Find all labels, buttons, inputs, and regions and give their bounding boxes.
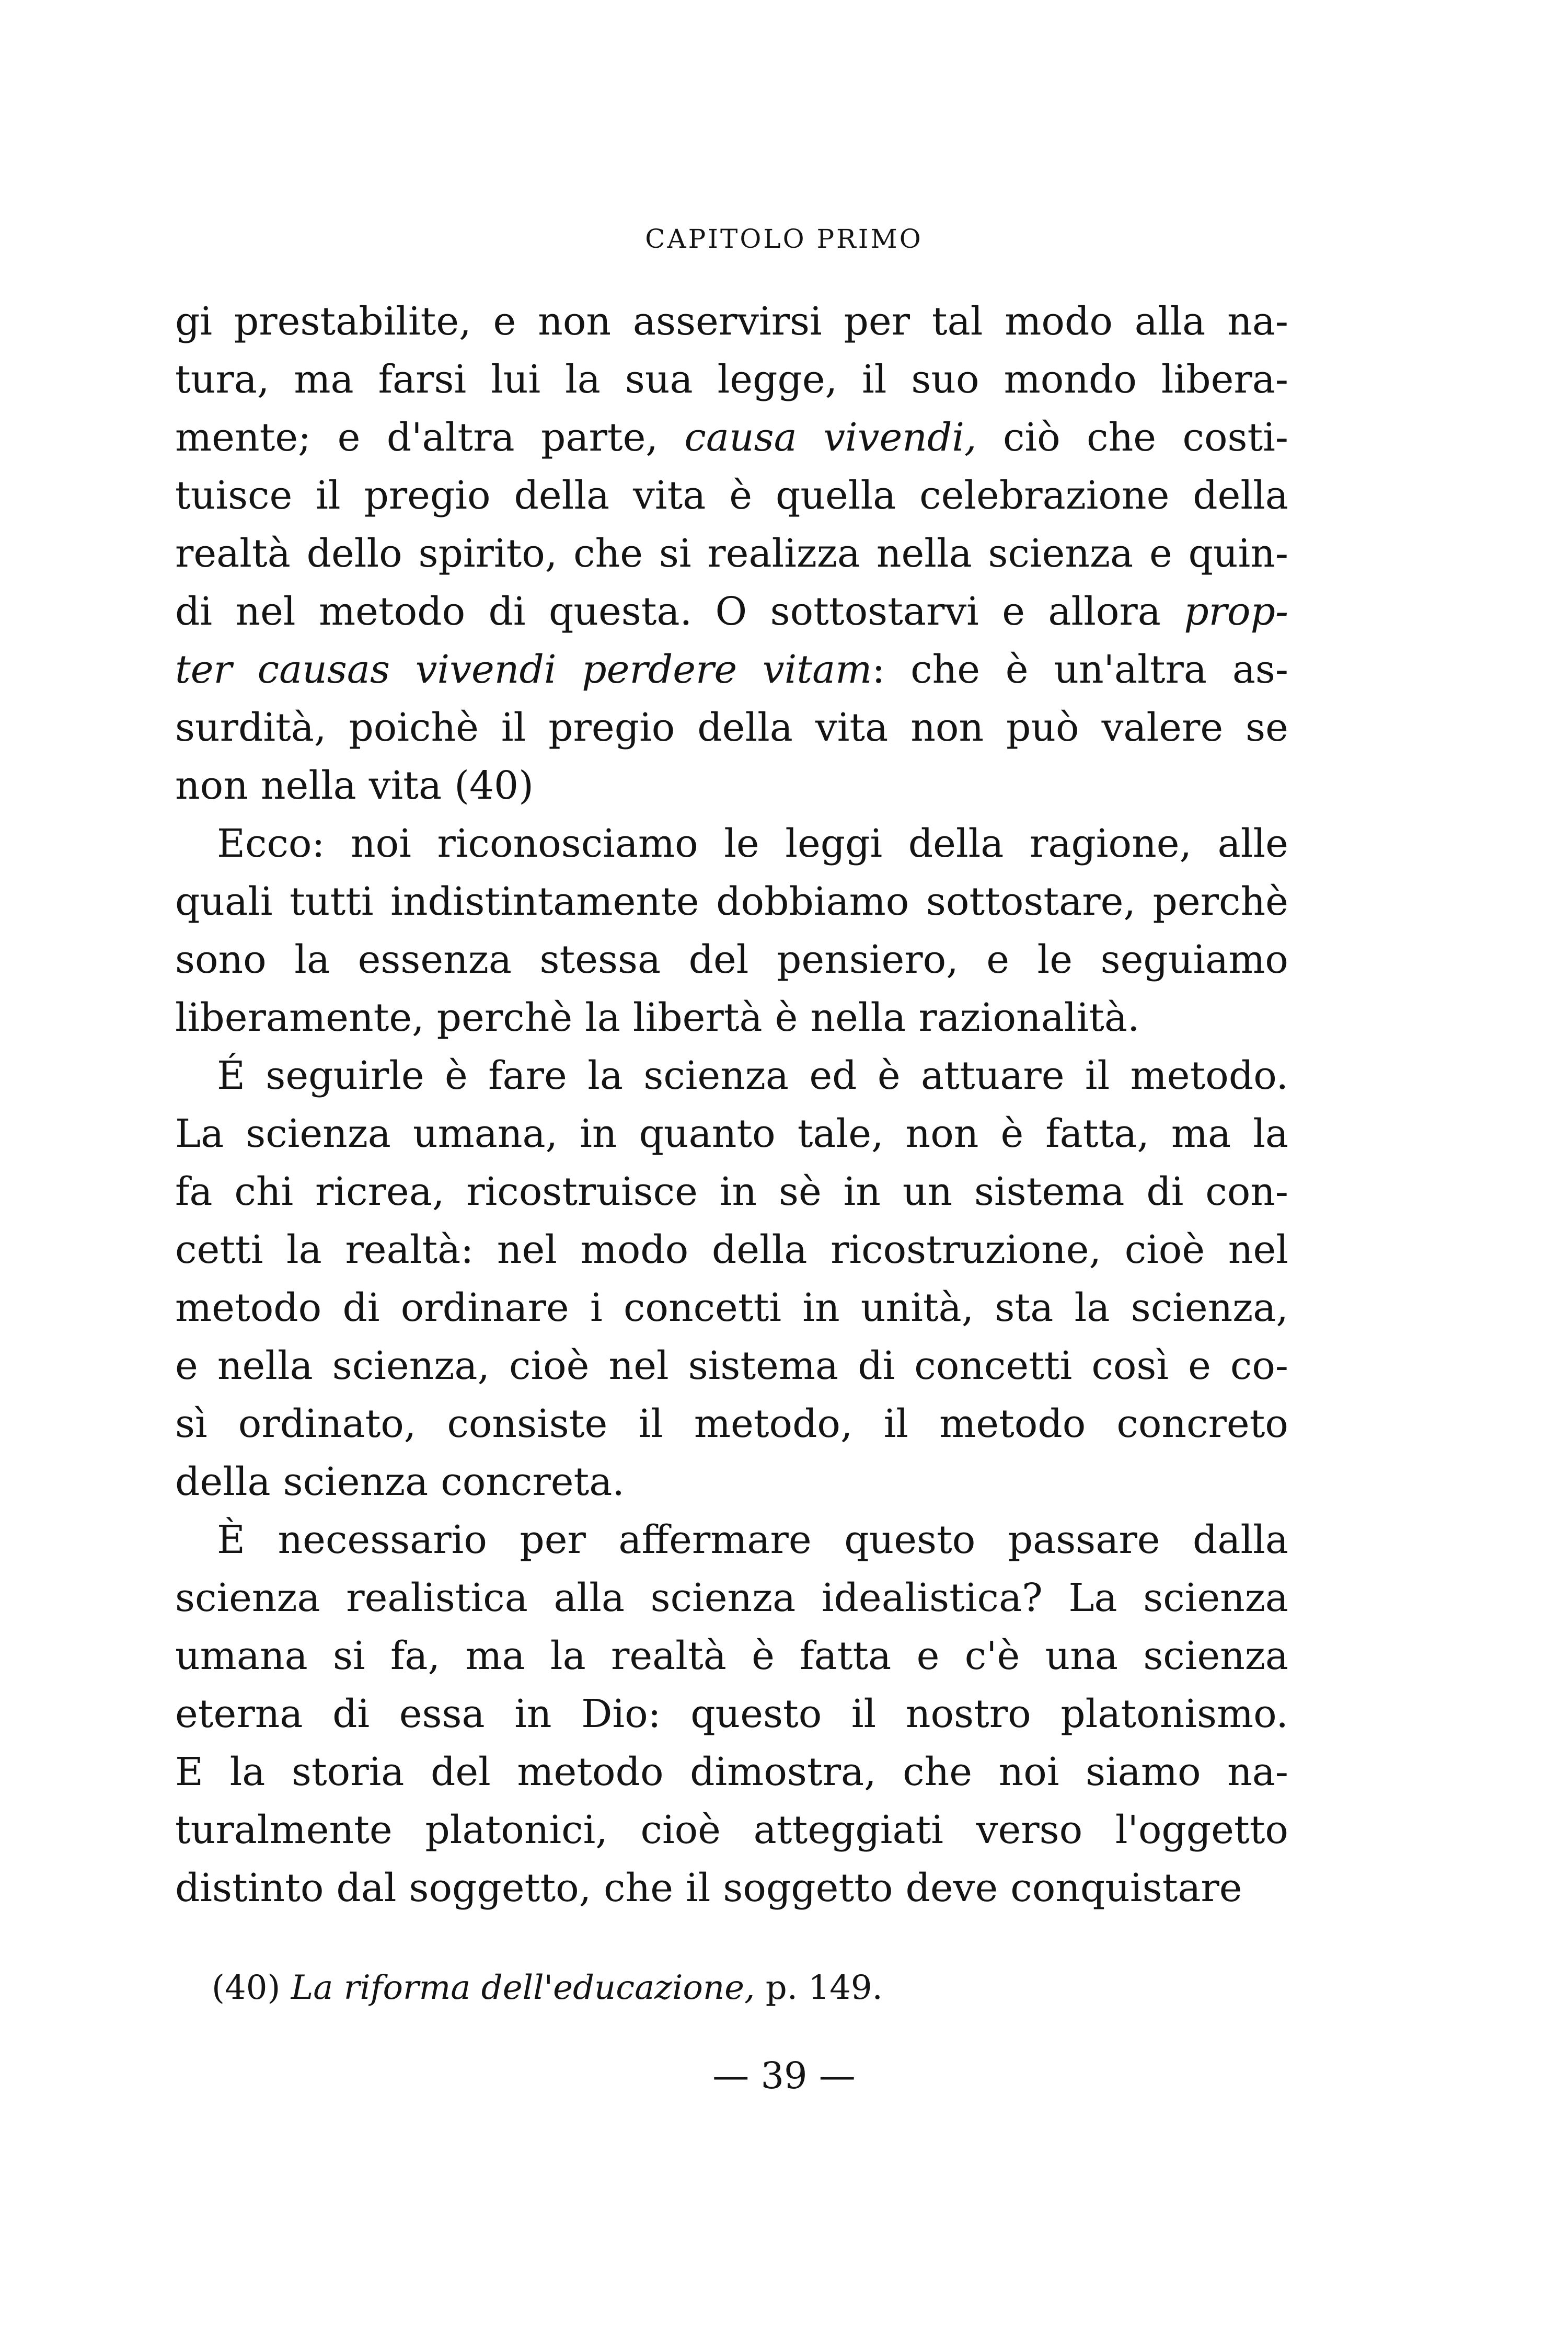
text-line: Ecco: noi riconosciamo le leggi della ragione, alle [217,821,1288,866]
text-line: surdità, poichè il pregio della vita non può valere se [175,705,1288,750]
footnote-title: La riforma dell'educazione, [291,1969,755,2007]
text-line: ter causas vivendi perdere vitam: che è un'altra as- [175,647,1288,692]
text-line: mente; e d'altra parte, causa vivendi, ciò che costi- [175,415,1288,460]
text-line: realtà dello spirito, che si realizza nella scienza e quin- [175,531,1288,576]
body-text [175,293,1288,1917]
paragraph [175,1047,1288,1511]
text-line: gi prestabilite, e non asservirsi per tal modo alla na- [175,299,1288,344]
text-line: sono la essenza stessa del pensiero, e le seguiamo [175,937,1288,982]
text-line: distinto dal soggetto, che il soggetto deve conquistare [175,1866,1242,1910]
page-number: — 39 — [712,2054,856,2097]
text-line: e nella scienza, cioè nel sistema di concetti così e co- [175,1343,1288,1388]
text-line: tura, ma farsi lui la sua legge, il suo mondo libera- [175,357,1288,402]
text-line: turalmente platonici, cioè atteggiati verso l'oggetto [175,1808,1288,1852]
footnote-number: (40) [212,1969,281,2007]
text-line: liberamente, perchè la libertà è nella razionalità. [175,995,1140,1040]
text-line: scienza realistica alla scienza idealistica? La scienza [175,1575,1288,1620]
paragraph [175,293,1288,815]
paragraph [175,1511,1288,1917]
text-line: sì ordinato, consiste il metodo, il metodo concreto [175,1401,1288,1446]
paragraph [175,815,1288,1047]
text-line: della scienza concreta. [175,1459,625,1504]
text-line: non nella vita (40) [175,763,534,808]
text-line: metodo di ordinare i concetti in unità, sta la scienza, [175,1285,1288,1330]
text-line: É seguirle è fare la scienza ed è attuare il metodo. [217,1053,1288,1098]
text-line: umana si fa, ma la realtà è fatta e c'è una scienza [175,1633,1288,1678]
running-head: CAPITOLO PRIMO [645,224,923,254]
text-line: quali tutti indistintamente dobbiamo sottostare, perchè [175,879,1288,924]
text-line: eterna di essa in Dio: questo il nostro platonismo. [175,1691,1288,1736]
footnote-page: p. 149. [765,1969,883,2007]
footnote [212,1964,883,2011]
text-line: tuisce il pregio della vita è quella celebrazione della [175,473,1288,518]
text-line: La scienza umana, in quanto tale, non è fatta, ma la [175,1111,1288,1156]
text-line: E la storia del metodo dimostra, che noi siamo na- [175,1749,1288,1794]
text-line: È necessario per affermare questo passare dalla [217,1517,1288,1562]
text-line: fa chi ricrea, ricostruisce in sè in un sistema di con- [175,1169,1288,1214]
text-line: cetti la realtà: nel modo della ricostruzione, cioè nel [175,1227,1288,1272]
text-line: di nel metodo di questa. O sottostarvi e allora prop- [175,589,1288,634]
